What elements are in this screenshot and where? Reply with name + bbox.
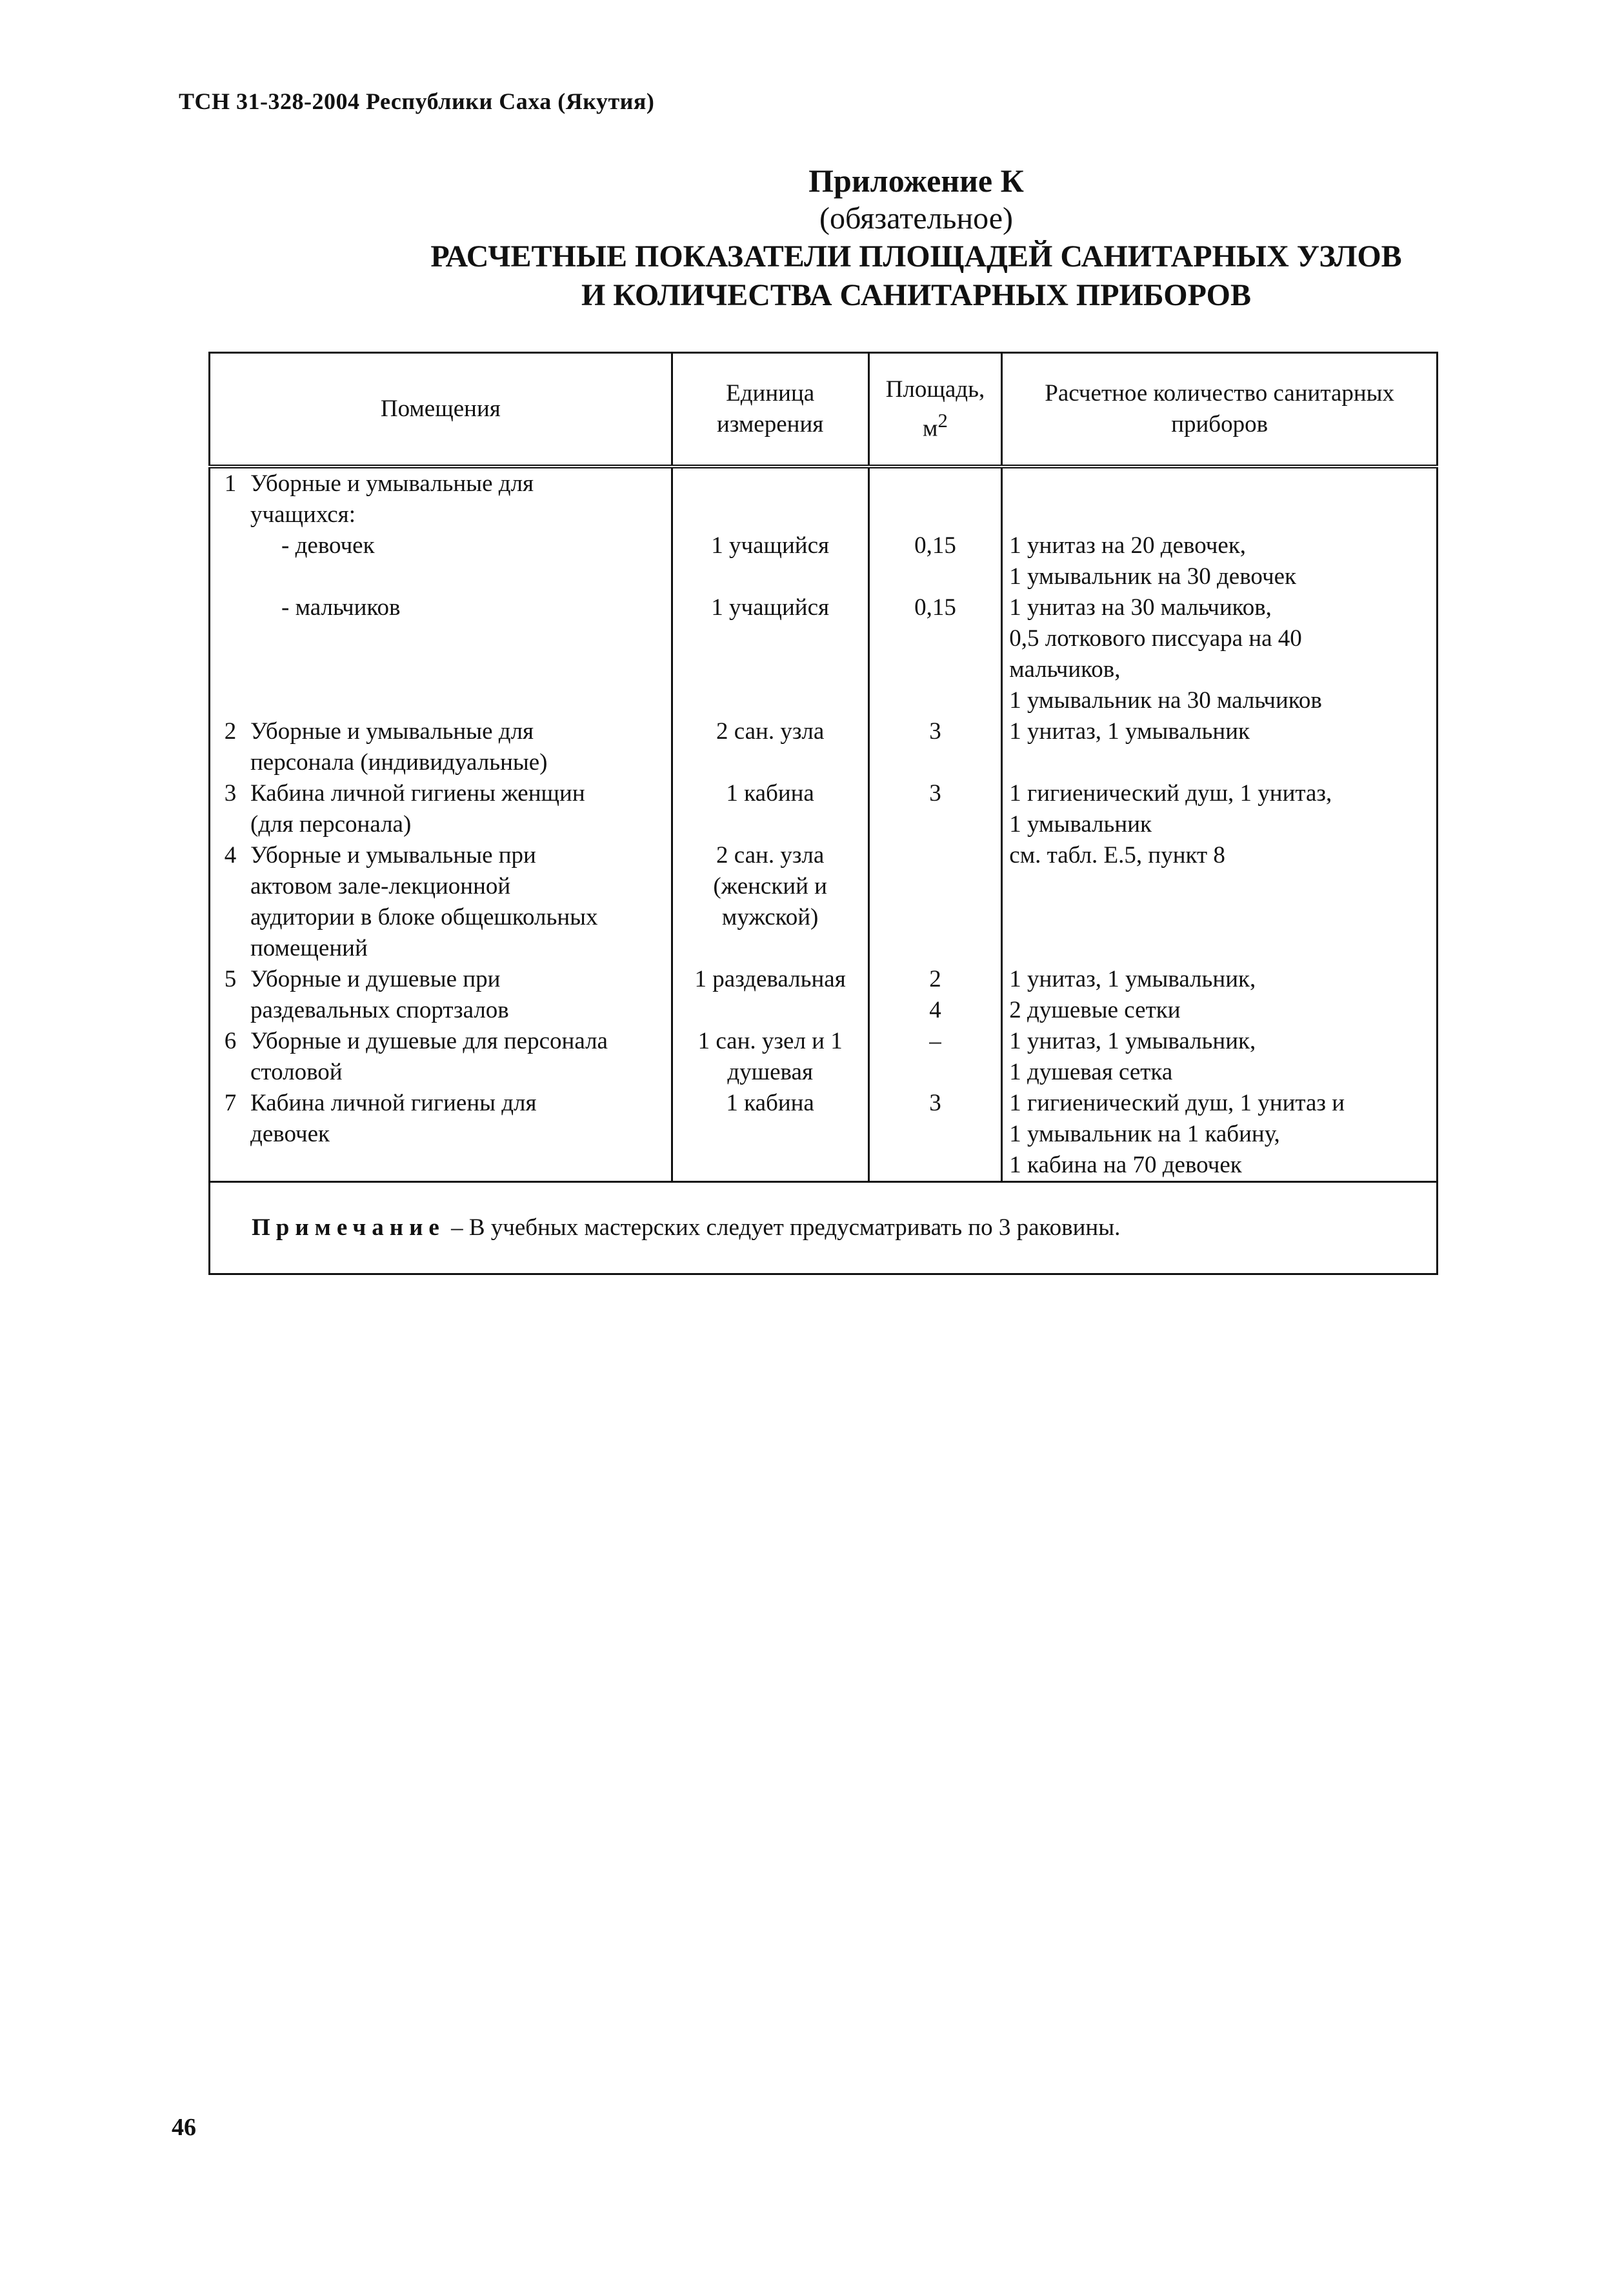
- area-girls: 0,15: [914, 532, 956, 559]
- unit-boys: 1 учащийся: [711, 594, 830, 621]
- sanitary-norms-table: [208, 352, 1438, 1275]
- room-boys: - мальчиков: [281, 594, 401, 621]
- header-unit: Единица измерения: [672, 353, 868, 467]
- area-room-7: 3: [929, 1090, 941, 1116]
- appendix-heading: Приложение К: [808, 163, 1024, 199]
- area-column: 0,15 0,15 3 3 2 4 – 3: [868, 467, 1002, 1182]
- room-6: 6 Уборные и душевые для персонала: [224, 1028, 608, 1054]
- room-2: 2 Уборные и умывальные для: [224, 718, 534, 745]
- unit-column: 1 учащийся 1 учащийся 2 сан. узла 1 кабина 2 сан. узла (женский и мужской) 1 раздевальная 1 сан. узел и 1 душевая 1 кабина: [672, 467, 868, 1182]
- header-fixtures: Расчетное количество санитарных приборов: [1002, 353, 1438, 467]
- unit-room-4: 2 сан. узла: [716, 842, 825, 868]
- table-note: [210, 1182, 1438, 1274]
- area-room-5: 2: [929, 966, 941, 992]
- fixtures-room-4: см. табл. Е.5, пункт 8: [1009, 842, 1225, 868]
- note-label: Примечание: [252, 1214, 445, 1241]
- document-reference: ТСН 31-328-2004 Республики Саха (Якутия): [179, 88, 655, 114]
- note-text: – В учебных мастерских следует предусматривать по 3 раковины.: [445, 1214, 1121, 1241]
- fixtures-boys: 1 унитаз на 30 мальчиков,: [1009, 594, 1272, 621]
- area-boys: 0,15: [914, 594, 956, 621]
- fixtures-column: 1 унитаз на 20 девочек, 1 умывальник на 30 девочек 1 унитаз на 30 мальчиков, 0,5 лоткового писсуара на 40 мальчиков, 1 умывальник на 30 мальчиков 1 унитаз, 1 умывальник 1 гигиенический душ, 1 унитаз, 1 умывальник см. табл. Е.5, пункт 8 1 унитаз, 1 умывальник, 2 душевые сетки 1 унитаз, 1 умывальник, 1 душевая сетка 1 гигиенический душ, 1 унитаз и 1 умывальник на 1 кабину, 1 кабина на 70 девочек: [1002, 467, 1438, 1182]
- unit-girls: 1 учащийся: [711, 532, 830, 559]
- note-row: [210, 1182, 1438, 1274]
- fixtures-room-7: 1 гигиенический душ, 1 унитаз и: [1009, 1090, 1345, 1116]
- unit-room-3: 1 кабина: [726, 780, 814, 807]
- header-rooms: Помещения: [210, 353, 672, 467]
- room-girls: - девочек: [281, 532, 375, 559]
- area-room-3: 3: [929, 780, 941, 807]
- unit-room-2: 2 сан. узла: [716, 718, 825, 745]
- unit-room-5: 1 раздевальная: [694, 966, 846, 992]
- fixtures-room-2: 1 унитаз, 1 умывальник: [1009, 718, 1250, 745]
- room-1-line-1: 1 Уборные и умывальные для: [224, 470, 534, 497]
- room-3: 3 Кабина личной гигиены женщин: [224, 780, 585, 807]
- appendix-title-block: [0, 161, 1624, 315]
- rooms-column: 1 Уборные и умывальные для учащихся: - девочек - мальчиков 2 Уборные и умывальные для персонала (индивидуальные) 3 Кабина личной гигиены женщин (для персонала) 4 Уборные и умывальные при актовом зале-лекционной аудитории в блоке общешкольных помещений 5 Уборные и душевые при раздевальных спортзалов 6 Уборные и душевые для персонала столовой 7 Кабина личной гигиены для девочек: [210, 467, 672, 1182]
- fixtures-girls: 1 унитаз на 20 девочек,: [1009, 532, 1247, 559]
- appendix-status: (обязательное): [819, 201, 1013, 236]
- room-4: 4 Уборные и умывальные при: [224, 842, 536, 868]
- unit-room-7: 1 кабина: [726, 1090, 814, 1116]
- area-room-6: –: [929, 1028, 941, 1054]
- area-room-2: 3: [929, 718, 941, 745]
- table-row: [210, 467, 1438, 1182]
- main-title-line-2: И КОЛИЧЕСТВА САНИТАРНЫХ ПРИБОРОВ: [581, 278, 1252, 312]
- room-5: 5 Уборные и душевые при: [224, 966, 501, 992]
- fixtures-room-3: 1 гигиенический душ, 1 унитаз,: [1009, 780, 1332, 807]
- main-title-line-1: РАСЧЕТНЫЕ ПОКАЗАТЕЛИ ПЛОЩАДЕЙ САНИТАРНЫХ УЗЛОВ: [430, 239, 1402, 274]
- page-number: 46: [172, 2114, 196, 2141]
- room-7: 7 Кабина личной гигиены для: [224, 1090, 537, 1116]
- header-area: Площадь, $м^2$: [868, 353, 1002, 467]
- table-header-row: [210, 353, 1438, 467]
- unit-room-6: 1 сан. узел и 1: [697, 1028, 843, 1054]
- fixtures-room-5: 1 унитаз, 1 умывальник,: [1009, 966, 1256, 992]
- fixtures-room-6: 1 унитаз, 1 умывальник,: [1009, 1028, 1256, 1054]
